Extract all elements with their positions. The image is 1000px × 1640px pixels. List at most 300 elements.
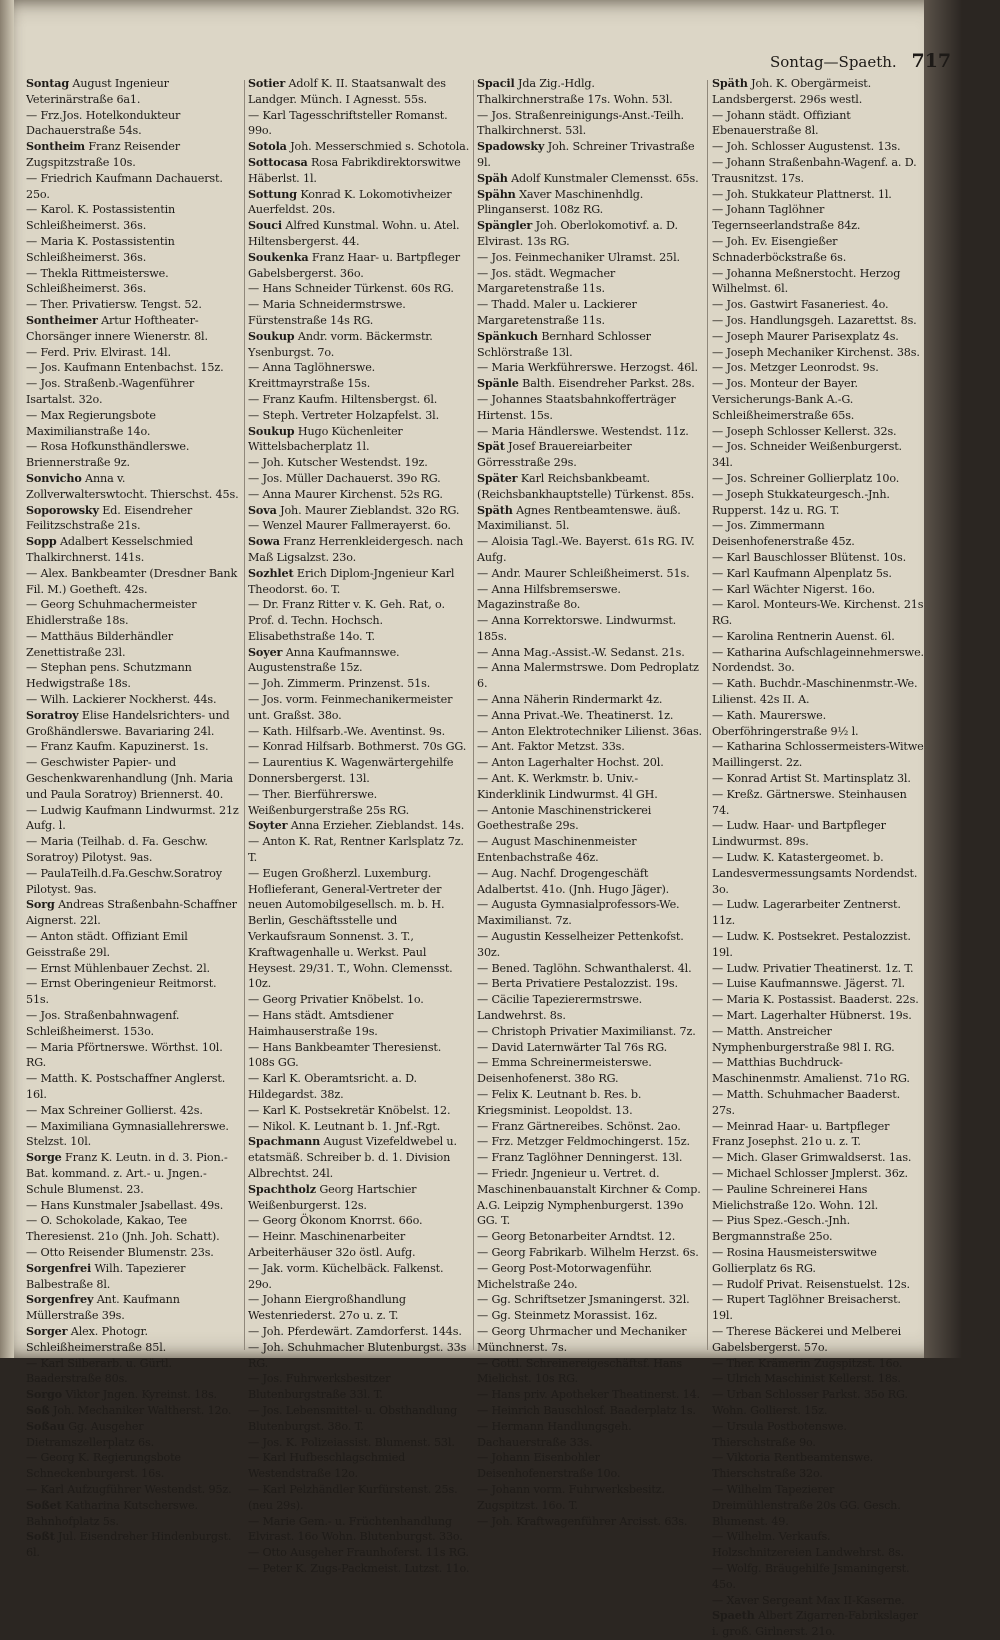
entry-text: — Matthias Buchdruck-Maschinenmstr. Amalienst. 71o RG. [712, 1056, 910, 1086]
entry-text: — Gottl. Schreinereigeschäftsf. Hans Mielichst. 10s RG. [477, 1356, 683, 1386]
entry-text: — Anna Hilfsbremserswe. Magazinstraße 8o. [477, 582, 621, 612]
directory-entry [712, 629, 924, 645]
directory-entry [477, 897, 703, 929]
entry-text: — Jak. vorm. Küchelbäck. Falkenst. 29o. [248, 1261, 444, 1291]
entry-surname: Sottocasa [248, 154, 308, 169]
entry-surname: Sopp [26, 534, 57, 549]
directory-entry [26, 739, 242, 755]
directory-entry [26, 1450, 242, 1482]
directory-entry [248, 250, 470, 282]
entry-text: — Jos. vorm. Feinmechanikermeister unt. Graßst. 38o. [248, 693, 453, 722]
directory-entry [248, 787, 470, 819]
entry-surname: Sonvicho [26, 470, 82, 485]
entry-text: — Johanna Meßnerstocht. Herzog Wilhelmst. 6l. [712, 266, 901, 296]
directory-entry [477, 692, 703, 708]
entry-text: — Anna Privat.-We. Theatinerst. 1z. [477, 708, 674, 722]
entry-text: Gg. Ausgeher Dietramszellerplatz 6s. [26, 1419, 154, 1449]
directory-entry [26, 1498, 242, 1530]
directory-entry [248, 1119, 470, 1135]
directory-entry [248, 471, 470, 487]
entry-text: — Matthäus Bilderhändler Zenettistraße 23l. [26, 629, 173, 659]
entry-surname: Spacil [477, 76, 515, 90]
entry-text: — Heinr. Maschinenarbeiter Arbeiterhäuser 32o östl. Aufg. [248, 1230, 416, 1259]
entry-text: — Anton Lagerhalter Hochst. 20l. [477, 756, 664, 770]
directory-entry [26, 1040, 242, 1072]
directory-entry [477, 266, 703, 298]
entry-text: — Wenzel Maurer Fallmerayerst. 6o. [248, 519, 451, 533]
entry-text: — Ludw. K. Postsekret. Pestalozzist. 19l. [712, 930, 911, 959]
directory-entry [26, 1403, 242, 1419]
directory-entry [248, 866, 470, 992]
entry-text: Konrad K. Lokomotivheizer Auerfeldst. 20s. [248, 187, 452, 217]
entry-text: — Hermann Handlungsgeh. Dachauerstraße 33s. [477, 1419, 632, 1449]
entry-text: — Dr. Franz Ritter v. K. Geh. Rat, o. Prof. d. Techn. Hochsch. Elisabethstraße 14o. T. [248, 598, 445, 643]
directory-entry [712, 1356, 924, 1372]
directory-entry [248, 755, 470, 787]
entry-text: Joh. K. Obergärmeist. Landsbergerst. 296s westl. [712, 77, 872, 106]
directory-entry [712, 1561, 924, 1593]
entry-text: Jda Zig.-Hdlg. Thalkirchnerstraße 17s. Wohn. 53l. [477, 77, 673, 106]
entry-text: — Karl Hufbeschlagschmied Westendstraße 12o. [248, 1451, 406, 1481]
directory-entry [26, 1103, 242, 1119]
entry-surname: Soßau [26, 1418, 65, 1433]
directory-entry [712, 708, 924, 740]
entry-surname: Soßet [26, 1497, 62, 1512]
directory-entry [26, 1529, 242, 1561]
entry-text: Alfred Kunstmal. Wohn. u. Atel. Hiltensbergerst. 44. [248, 219, 460, 248]
directory-entry [712, 360, 924, 376]
directory-entry [26, 1213, 242, 1245]
directory-entry [712, 487, 924, 519]
entry-text: — Ant. K. Werkmstr. b. Univ.-Kinderklinik Lindwurmst. 4l GH. [477, 772, 658, 801]
entry-text: — Rosina Hausmeisterswitwe Gollierplatz 6s RG. [712, 1245, 877, 1275]
entry-text: — Marie Gem.- u. Früchtenhandlung Elvirast. 16o Wohn. Blutenburgst. 33o. [248, 1514, 463, 1544]
entry-text: — Felix K. Leutnant b. Res. b. Kriegsminist. Leopoldst. 13. [477, 1088, 642, 1117]
entry-text: — Joseph Schlosser Kellerst. 32s. [712, 424, 897, 438]
entry-text: — Jos. Monteur der Bayer. Versicherungs-Bank A.-G. Schleißheimerstraße 65s. [712, 377, 858, 422]
entry-surname: Spachmann [248, 1134, 321, 1149]
entry-text: — Johann Eiergroßhandlung Westenriederst. 27o u. z. T. [248, 1293, 406, 1323]
directory-entry [248, 992, 470, 1008]
directory-entry [477, 76, 703, 108]
directory-entry [712, 518, 924, 550]
entry-text: — Urban Schlosser Parkst. 35o RG. Wohn. Gollierst. 15z. [712, 1388, 908, 1417]
directory-entry [712, 376, 924, 423]
directory-entry [26, 139, 242, 171]
entry-text: — Joh. Zimmerm. Prinzenst. 51s. [248, 677, 431, 691]
entry-surname: Sotola [248, 139, 287, 154]
entry-text: — Karl Silberarb. u. Gürtl. Baaderstraße 80s. [26, 1356, 172, 1386]
directory-entry [712, 424, 924, 440]
directory-entry [26, 376, 242, 408]
entry-text: — Franz Taglöhner Denningerst. 13l. [477, 1151, 683, 1165]
directory-entry [712, 597, 924, 629]
entry-text: — Karl Tagesschriftsteller Romanst. 99o. [248, 108, 448, 138]
directory-entry [26, 439, 242, 471]
directory-entry [477, 297, 703, 329]
directory-entry [477, 534, 703, 566]
entry-surname: Sontag [26, 76, 70, 90]
directory-entry [248, 503, 470, 519]
entry-text: — Maria Händlerswe. Westendst. 11z. [477, 424, 689, 438]
entry-text: — Anna Malermstrswe. Dom Pedroplatz 6. [477, 661, 699, 691]
directory-entry [712, 297, 924, 313]
directory-entry [477, 1403, 703, 1419]
entry-surname: Spadowsky [477, 139, 545, 154]
directory-entry [248, 76, 470, 108]
entry-surname: Spachtholz [248, 1181, 316, 1196]
entry-surname: Spänkuch [477, 328, 538, 343]
entry-text: — Stephan pens. Schutzmann Hedwigstraße 18s. [26, 661, 192, 691]
directory-entry [248, 424, 470, 456]
entry-text: — Aloisia Tagl.-We. Bayerst. 61s RG. IV. Aufg. [477, 535, 695, 564]
directory-entry [248, 1103, 470, 1119]
entry-text: — August Maschinenmeister Entenbachstraße 46z. [477, 835, 637, 865]
directory-entry [477, 660, 703, 692]
entry-text: — Joh. Schlosser Augustenst. 13s. [712, 140, 901, 154]
entry-text: — Berta Privatiere Pestalozzist. 19s. [477, 977, 678, 991]
directory-entry [712, 187, 924, 203]
entry-text: — Wilhelm. Verkaufs. Holzschnitzereien Landwehrst. 8s. [712, 1530, 904, 1560]
entry-text: — Heinrich Bauschlosf. Baaderplatz 1s. [477, 1403, 696, 1417]
directory-entry [248, 739, 470, 755]
entry-surname: Soukup [248, 423, 295, 438]
directory-entry [712, 787, 924, 819]
directory-entry [712, 439, 924, 471]
entry-surname: Späth [477, 502, 513, 517]
entry-text: — Karl K. Oberamtsricht. a. D. Hildegardst. 38z. [248, 1072, 417, 1101]
entry-text: — Anton K. Rat, Rentner Karlsplatz 7z. T. [248, 835, 464, 865]
entry-text: — Ludw. Lagerarbeiter Zentnerst. 11z. [712, 898, 901, 928]
entry-surname: Sowa [248, 534, 280, 549]
directory-entry [712, 139, 924, 155]
directory-entry [477, 1292, 703, 1308]
directory-entry [26, 76, 242, 108]
entry-text: — Johann Eisenbohler Deisenhofenerstraße 10o. [477, 1451, 621, 1481]
entry-text: — Rupert Taglöhner Breisacherst. 19l. [712, 1293, 901, 1323]
directory-entry [248, 297, 470, 329]
directory-entry [26, 1292, 242, 1324]
directory-entry [477, 961, 703, 977]
entry-surname: Sorgenfrei [26, 1260, 92, 1275]
entry-text: — Mich. Glaser Grimwaldserst. 1as. [712, 1151, 912, 1165]
entry-surname: Sorg [26, 897, 55, 912]
entry-text: — Antonie Maschinenstrickerei Goethestraße 29s. [477, 803, 652, 833]
entry-text: — Peter K. Zugs-Packmeist. Lutzst. 11o. [248, 1561, 470, 1575]
entry-text: — Karol. K. Postassistentin Schleißheimerst. 36s. [26, 203, 176, 233]
directory-entry [26, 534, 242, 566]
entry-text: — Andr. Maurer Schleißheimerst. 51s. [477, 566, 690, 580]
directory-entry [248, 1340, 470, 1372]
entry-text: — Hans Bankbeamter Theresienst. 108s GG. [248, 1040, 442, 1070]
directory-entry [248, 1229, 470, 1261]
entry-surname: Soporowsky [26, 502, 99, 517]
directory-entry [712, 1008, 924, 1024]
directory-entry [477, 1055, 703, 1087]
directory-entry [712, 108, 924, 140]
directory-entry [26, 976, 242, 1008]
directory-column-3 [477, 76, 703, 1528]
directory-entry [712, 739, 924, 771]
directory-entry [477, 1450, 703, 1482]
directory-entry [712, 155, 924, 187]
entry-text: — Ther. Privatiersw. Tengst. 52. [26, 298, 202, 312]
entry-text: Joh. Schreiner Trivastraße 9l. [477, 140, 695, 169]
entry-text: — Wolfg. Bräugehilfe Jsmaningerst. 45o. [712, 1561, 910, 1591]
directory-entry [477, 1245, 703, 1261]
entry-text: — Jos. Handlungsgeh. Lazarettst. 8s. [712, 313, 917, 327]
entry-text: — Wilh. Lackierer Nockherst. 44s. [26, 693, 217, 707]
directory-entry [712, 1529, 924, 1561]
entry-text: — Max Schreiner Gollierst. 42s. [26, 1103, 203, 1117]
entry-text: — Maria K. Postassistentin Schleißheimerst. 36s. [26, 234, 175, 264]
entry-surname: Soßt [26, 1529, 55, 1544]
directory-entry [712, 771, 924, 787]
entry-text: — Wilhelm Tapezierer Dreimühlenstraße 20s GG. Gesch. Blumenst. 49. [712, 1482, 901, 1528]
directory-entry [248, 692, 470, 724]
directory-entry [248, 1561, 470, 1577]
entry-text: — Matth. Anstreicher Nymphenburgerstraße 98l I. RG. [712, 1024, 895, 1054]
directory-entry [26, 803, 242, 835]
directory-entry [712, 1087, 924, 1119]
entry-text: — Ernst Mühlenbauer Zechst. 2l. [26, 961, 210, 975]
directory-entry [248, 1545, 470, 1561]
entry-text: — Jos. Schneider Weißenburgerst. 34l. [712, 440, 902, 470]
directory-entry [248, 487, 470, 503]
entry-text: — Rosa Hofkunsthändlerswe. Briennerstraße 9z. [26, 440, 190, 470]
entry-text: — Maria Schneidermstrswe. Fürstenstraße 14s RG. [248, 298, 406, 327]
entry-text: Wilh. Tapezierer Balbestraße 8l. [26, 1261, 186, 1291]
entry-text: — Maria (Teilhab. d. Fa. Geschw. Soratroy) Pilotyst. 9as. [26, 835, 208, 865]
entry-text: Elise Handelsrichters- und Großhändlerswe. Bavariaring 24l. [26, 708, 230, 738]
running-title: Sontag—Spaeth. [770, 53, 897, 71]
entry-text: — Pauline Schreinerei Hans Mielichstraße 12o. Wohn. 12l. [712, 1182, 879, 1212]
entry-text: — Anton städt. Offiziant Emil Geisstraße 29l. [26, 930, 188, 959]
directory-entry [26, 313, 242, 345]
page-binding [0, 0, 14, 1358]
entry-text: — Ther. Krämerin Zugspitzst. 16o. [712, 1356, 903, 1370]
entry-text: — Karl Wächter Nigerst. 16o. [712, 582, 875, 596]
entry-text: Adalbert Kesselschmied Thalkirchnerst. 141s. [26, 535, 193, 564]
entry-text: — Karol. Monteurs-We. Kirchenst. 21s RG. [712, 598, 924, 628]
entry-text: Andreas Straßenbahn-Schaffner Aignerst. 22l. [26, 898, 237, 928]
directory-entry [26, 597, 242, 629]
entry-text: — Joseph Mechaniker Kirchenst. 38s. [712, 345, 920, 359]
directory-entry [248, 724, 470, 740]
directory-entry [477, 424, 703, 440]
entry-text: Joh. Oberlokomotivf. a. D. Elvirast. 13s RG. [477, 219, 678, 248]
entry-text: Anna v. Zollverwalterswtocht. Thierschst. 45s. [26, 471, 239, 501]
entry-text: — Jos. Kaufmann Entenbachst. 15z. [26, 361, 224, 375]
entry-text: — Jos. städt. Wegmacher Margaretenstraße 11s. [477, 266, 616, 296]
directory-entry [477, 1308, 703, 1324]
entry-surname: Sottung [248, 186, 297, 201]
directory-entry [477, 771, 703, 803]
entry-text: — Ernst Oberingenieur Reitmorst. 51s. [26, 977, 217, 1007]
directory-entry [248, 1450, 470, 1482]
entry-text: — Karl K. Postsekretär Knöbelst. 12. [248, 1103, 451, 1117]
entry-text: — Jos. Metzger Leonrodst. 9s. [712, 361, 879, 375]
entry-text: — Kath. Hilfsarb.-We. Aventinst. 9s. [248, 724, 446, 738]
directory-entry [248, 1403, 470, 1435]
entry-surname: Spänle [477, 376, 519, 391]
entry-text: — Steph. Vertreter Holzapfelst. 3l. [248, 408, 439, 422]
entry-surname: Sorger [26, 1323, 68, 1338]
entry-text: — Johann vorm. Fuhrwerksbesitz. Zugspitzst. 16o. T. [477, 1482, 665, 1512]
directory-entry [248, 834, 470, 866]
entry-text: — Rudolf Privat. Reisenstuelst. 12s. [712, 1277, 910, 1291]
directory-entry [477, 1119, 703, 1135]
directory-entry [248, 1213, 470, 1229]
entry-text: — Friedrich Kaufmann Dachauerst. 25o. [26, 171, 223, 201]
entry-text: — Jos. Straßenreinigungs-Anst.-Teilh. Thalkirchnerst. 53l. [477, 108, 684, 138]
directory-entry [477, 171, 703, 187]
entry-surname: Spängler [477, 218, 533, 233]
entry-text: — PaulaTeilh.d.Fa.Geschw.Soratroy Pilotyst. 9as. [26, 866, 222, 896]
entry-text: — Michael Schlosser Jmplerst. 36z. [712, 1166, 908, 1180]
directory-entry [248, 187, 470, 219]
directory-entry [712, 234, 924, 266]
directory-entry [26, 408, 242, 440]
entry-text: Balth. Eisendreher Parkst. 28s. [522, 377, 695, 391]
directory-entry [248, 818, 470, 834]
directory-entry [248, 534, 470, 566]
entry-text: Karl Reichsbankbeamt. (Reichsbankhauptstelle) Türkenst. 85s. [477, 471, 695, 501]
directory-entry [712, 929, 924, 961]
entry-text: — Augustin Kesselheizer Pettenkofst. 30z. [477, 930, 684, 959]
directory-entry [477, 329, 703, 361]
entry-text: — Jos. Gastwirt Fasaneriest. 4o. [712, 298, 889, 312]
entry-text: Katharina Kutscherswe. Bahnhofplatz 5s. [26, 1498, 198, 1528]
entry-text: — Augusta Gymnasialprofessors-We. Maximilianst. 7z. [477, 898, 680, 928]
directory-entry [26, 897, 242, 929]
directory-entry [712, 550, 924, 566]
entry-surname: Soukup [248, 328, 295, 343]
entry-text: — Ludw. Haar- und Bartpfleger Lindwurmst. 89s. [712, 819, 886, 849]
entry-text: — Mart. Lagerhalter Hübnerst. 19s. [712, 1009, 912, 1023]
entry-text: Andr. vorm. Bäckermstr. Ysenburgst. 7o. [248, 329, 433, 359]
directory-entry [477, 724, 703, 740]
entry-text: — Maria Pförtnerswe. Wörthst. 10l. RG. [26, 1040, 223, 1070]
directory-entry [477, 471, 703, 503]
directory-entry [26, 1071, 242, 1103]
directory-entry [248, 1482, 470, 1514]
entry-surname: Sorgo [26, 1387, 62, 1402]
entry-text: — Karl Kaufmann Alpenplatz 5s. [712, 566, 892, 580]
directory-entry [26, 108, 242, 140]
entry-text: — Gg. Steinmetz Morassist. 16z. [477, 1309, 658, 1323]
directory-entry [477, 645, 703, 661]
entry-surname: Sorgenfrey [26, 1292, 94, 1307]
directory-entry [712, 582, 924, 598]
directory-entry [248, 360, 470, 392]
entry-text: Franz Haar- u. Bartpfleger Gabelsbergerst. 36o. [248, 250, 460, 280]
directory-entry [248, 1008, 470, 1040]
entry-text: — Anna Mag.-Assist.-W. Sedanst. 21s. [477, 645, 685, 659]
entry-text: — Matth. Schuhmacher Baaderst. 27s. [712, 1088, 900, 1117]
entry-text: — Emma Schreinermeisterswe. Deisenhofenerst. 38o RG. [477, 1056, 652, 1086]
entry-surname: Späth [712, 76, 748, 90]
entry-text: — Jos. Straßenb.-Wagenführer Isartalst. 32o. [26, 377, 195, 406]
entry-text: — Bened. Taglöhn. Schwanthalerst. 4l. [477, 961, 692, 975]
entry-text: Franz Herrenkleidergesch. nach Maß Ligsalzst. 23o. [248, 535, 464, 564]
directory-entry [712, 1024, 924, 1056]
directory-entry [248, 1261, 470, 1293]
entry-text: — Ulrich Maschinist Kellerst. 18s. [712, 1372, 901, 1386]
directory-entry [477, 566, 703, 582]
entry-text: — Karl Aufzugführer Westendst. 95z. [26, 1482, 232, 1496]
directory-entry [712, 1119, 924, 1151]
entry-text: — Jos. Müller Dachauerst. 39o RG. [248, 471, 441, 485]
entry-text: — Georg Privatier Knöbelst. 1o. [248, 993, 424, 1007]
directory-entry [712, 818, 924, 850]
directory-entry [712, 1292, 924, 1324]
entry-text: — Johannes Staatsbahnkofferträger Hirtenst. 15s. [477, 392, 676, 422]
entry-text: — Meinrad Haar- u. Bartpfleger Franz Josephst. 21o u. z. T. [712, 1119, 890, 1149]
entry-text: — Katharina Aufschlageinnehmerswe. Nordendst. 3o. [712, 645, 924, 675]
entry-text: — Franz Kaufm. Kapuzinerst. 1s. [26, 740, 209, 754]
directory-entry [712, 1182, 924, 1214]
directory-entry [477, 755, 703, 771]
entry-text: — Joh. Pferdewärt. Zamdorferst. 144s. [248, 1324, 462, 1338]
directory-entry [26, 961, 242, 977]
entry-text: — Alex. Bankbeamter (Dresdner Bank Fil. M.) Goetheft. 42s. [26, 566, 238, 596]
directory-entry [477, 1387, 703, 1403]
directory-entry [248, 676, 470, 692]
entry-surname: Soratroy [26, 707, 79, 722]
directory-entry [477, 139, 703, 171]
entry-text: — Georg K. Regierungsbote Schneckenburgerst. 16s. [26, 1451, 181, 1481]
entry-text: — Jos. Fuhrwerksbesitzer Blutenburgstraße 33l. T. [248, 1372, 391, 1402]
directory-entry [477, 1482, 703, 1514]
directory-entry [712, 1324, 924, 1356]
entry-text: — Johann Taglöhner Tegernseerlandstraße 84z. [712, 203, 861, 233]
entry-text: — Jos. Zimmermann Deisenhofenerstraße 45z. [712, 519, 855, 549]
directory-entry [477, 834, 703, 866]
entry-text: — Franz Gärtnereibes. Schönst. 2ao. [477, 1119, 681, 1133]
directory-entry [26, 345, 242, 361]
entry-text: Hugo Küchenleiter Wittelsbacherplatz 1l. [248, 424, 403, 454]
entry-text: — Konrad Hilfsarb. Bothmerst. 70s GG. [248, 740, 467, 754]
directory-entry [248, 155, 470, 187]
directory-entry [712, 1245, 924, 1277]
directory-entry [248, 392, 470, 408]
entry-text: — Geschwister Papier- und Geschenkwarenhandlung (Jnh. Maria und Paula Soratroy) Briennerst. 40. [26, 756, 233, 801]
entry-text: — Max Regierungsbote Maximilianstraße 14o. [26, 408, 156, 438]
directory-entry [712, 1277, 924, 1293]
entry-text: — Gg. Schriftsetzer Jsmaningerst. 32l. [477, 1293, 690, 1307]
entry-text: — Johann städt. Offiziant Ebenauerstraße 8l. [712, 108, 851, 138]
entry-surname: Sontheimer [26, 312, 98, 327]
directory-entry [477, 503, 703, 535]
directory-entry [248, 1435, 470, 1451]
directory-entry [712, 1482, 924, 1529]
directory-entry [248, 1292, 470, 1324]
entry-text: — Ther. Bierführerswe. Weißenburgerstraße 25s RG. [248, 787, 409, 817]
directory-entry [26, 1387, 242, 1403]
entry-text: — Ludw. K. Katastergeomet. b. Landesvermessungsamts Nordendst. 3o. [712, 851, 918, 896]
entry-text: — Luise Kaufmannswe. Jägerst. 7l. [712, 977, 905, 991]
directory-entry [712, 850, 924, 897]
entry-text: — Otto Reisender Blumenstr. 23s. [26, 1245, 214, 1259]
entry-text: — Frz. Metzger Feldmochingerst. 15z. [477, 1135, 690, 1149]
directory-entry [477, 739, 703, 755]
directory-entry [477, 439, 703, 471]
entry-text: — Matth. K. Postschaffner Anglerst. 16l. [26, 1072, 226, 1101]
entry-text: — Anna Korrektorswe. Lindwurmst. 185s. [477, 614, 677, 643]
entry-surname: Soukenka [248, 249, 309, 264]
entry-surname: Sozhlet [248, 565, 294, 580]
